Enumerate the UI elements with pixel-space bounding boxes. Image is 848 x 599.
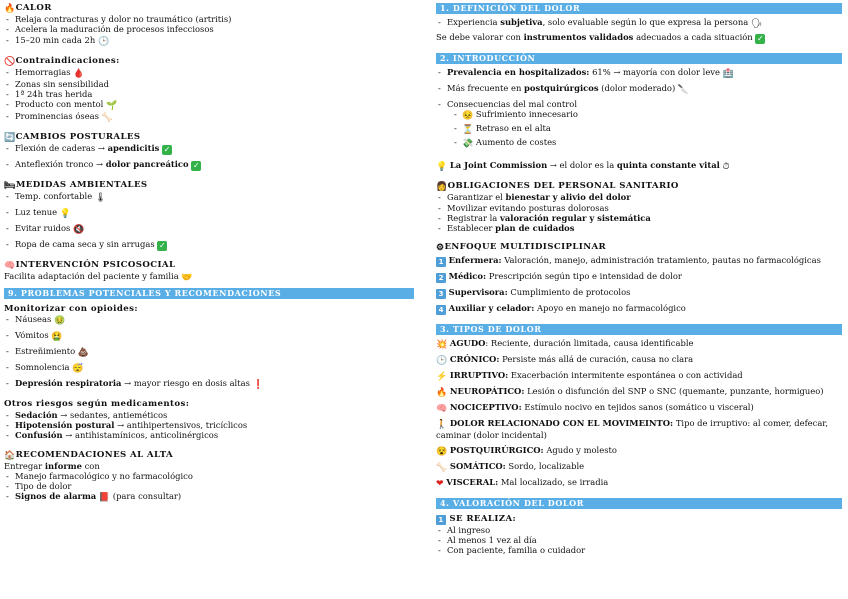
list-item: - Luz tenue 💡 [4, 207, 414, 219]
left-column [4, 3, 414, 503]
se-realiza-heading: 1 SE REALIZA: [436, 514, 842, 525]
health-worker-icon: 👩 [436, 182, 448, 193]
calor-heading: 🔥CALOR [4, 3, 52, 14]
money-icon: 💸 [462, 139, 474, 150]
sub-list-item: - 😣 Sufrimiento innecesario [436, 109, 842, 121]
list-item: - Con paciente, familia o cuidador [436, 545, 842, 555]
gear-icon: ⚙ [436, 243, 445, 254]
joint-commission-line: 💡 La Joint Commission → el dolor es la quinta constante vital ⏱ [436, 160, 730, 173]
prohibited-icon: 🚫 [4, 56, 16, 67]
role-row: 4 Auxiliar y celador: Apoyo en manejo no farmacológico [436, 303, 842, 315]
clock-icon: 🕒 [436, 356, 448, 367]
walking-icon: 🚶 [436, 420, 448, 431]
obligaciones-heading: 👩OBLIGACIONES DEL PERSONAL SANITARIO [436, 181, 679, 193]
recomendaciones-intro: Entregar informe con [4, 460, 100, 471]
section-bar-introduccion: 2. INTRODUCCIÓN [436, 53, 842, 64]
drop-icon: 🩸 [73, 68, 85, 79]
list-item: - Prominencias óseas 🦴 [4, 111, 414, 123]
heart-icon: ❤ [436, 478, 444, 489]
sleepy-face-icon: 😴 [72, 364, 84, 375]
lightbulb-icon: 💡 [436, 162, 448, 173]
pain-type-row: 😵 POSTQUIRÚRGICO: Agudo y molesto [436, 444, 617, 457]
list-item: - Zonas sin sensibilidad [4, 79, 414, 89]
pain-type-row: ❤ VISCERAL: Mal localizado, se irradia [436, 476, 609, 489]
list-item: - Estreñimiento 💩 [4, 346, 414, 358]
intervencion-psicosocial-heading: 🧠INTERVENCIÓN PSICOSOCIAL [4, 260, 176, 271]
bone-icon: 🦴 [436, 462, 448, 473]
lightning-icon: ⚡ [436, 372, 448, 383]
hourglass-icon: ⏳ [462, 125, 474, 136]
section-bar-valoracion: 4. VALORACIÓN DEL DOLOR [436, 498, 842, 509]
mute-icon: 🔇 [73, 225, 85, 235]
sub-list-item: - ⏳ Retraso en el alta [436, 123, 842, 135]
list-item: - 1ª 24h tras herida [4, 89, 414, 99]
list-item: - Más frecuente en postquirúrgicos (dolor moderado) 🔪 [436, 83, 842, 95]
list-item: - Establecer plan de cuidados [436, 223, 842, 233]
number-four-icon: 4 [436, 305, 446, 315]
number-one-icon: 1 [436, 515, 446, 525]
brain-icon: 🧠 [4, 261, 16, 271]
section-bar-tipos: 3. TIPOS DE DOLOR [436, 324, 842, 335]
seedling-icon: 🌱 [106, 101, 118, 111]
fire-icon: 🔥 [436, 388, 448, 399]
sad-face-icon: 😣 [462, 111, 474, 122]
list-item: - Flexión de caderas → apendicitis ✓ [4, 143, 414, 155]
list-item: - Registrar la valoración regular y sistemática [436, 213, 842, 223]
list-item: - Confusión → antihistamínicos, anticolinérgicos [4, 430, 414, 440]
list-item: - Prevalencia en hospitalizados: 61% → mayoría con dolor leve 🏥 [436, 67, 842, 79]
number-one-icon: 1 [436, 257, 446, 267]
section-bar-definicion: 1. DEFINICIÓN DEL DOLOR [436, 3, 842, 14]
pain-type-row: 🕒 CRÓNICO: Persiste más allá de curación, causa no clara [436, 354, 694, 367]
list-item: - Al menos 1 vez al día [436, 535, 842, 545]
refresh-icon: 🔄 [4, 133, 16, 143]
cambios-posturales-heading: 🔄CAMBIOS POSTURALES [4, 132, 141, 143]
role-row: 3 Supervisora: Cumplimiento de protocolos [436, 287, 842, 299]
list-item: - Signos de alarma 📕 (para consultar) [4, 491, 414, 503]
list-item: - Consecuencias del mal control [436, 99, 842, 109]
burst-icon: 💥 [436, 340, 448, 351]
pain-type-row: 🧠 NOCICEPTIVO: Estímulo nocivo en tejidos sanos (somático u visceral) [436, 402, 754, 415]
list-item: - Depresión respiratoria → mayor riesgo en dosis altas ❗ [4, 378, 414, 390]
vomiting-face-icon: 🤮 [51, 332, 63, 343]
monitorizar-heading: Monitorizar con opioides: [4, 304, 138, 314]
list-item: - Manejo farmacológico y no farmacológico [4, 471, 414, 481]
list-item: - Evitar ruidos 🔇 [4, 223, 414, 235]
number-two-icon: 2 [436, 273, 446, 283]
poop-icon: 💩 [77, 348, 90, 359]
stopwatch-icon: ⏱ [722, 162, 730, 173]
check-icon: ✓ [163, 145, 171, 154]
lightbulb-icon: 💡 [59, 209, 71, 219]
list-item: - Al ingreso [436, 525, 842, 535]
fire-icon: 🔥 [4, 4, 16, 14]
definicion-line: Se debe valorar con instrumentos validados adecuados a cada situación ✓ [436, 32, 764, 43]
list-item: - Temp. confortable 🌡 [4, 191, 414, 203]
check-icon: ✓ [192, 161, 200, 170]
brain-icon: 🧠 [436, 404, 448, 415]
bone-icon: 🦴 [101, 113, 113, 123]
handshake-icon: 🤝 [181, 273, 193, 283]
contraindicaciones-heading: 🚫Contraindicaciones: [4, 55, 120, 67]
speaking-head-icon: 🗣 [750, 19, 763, 29]
list-item: - Ropa de cama seca y sin arrugas ✓ [4, 239, 414, 251]
enfoque-heading: ⚙ENFOQUE MULTIDISCIPLINAR [436, 242, 607, 254]
list-item: - Sedación → sedantes, antieméticos [4, 410, 414, 420]
list-item: - Acelera la maduración de procesos infecciosos [4, 24, 414, 34]
otros-riesgos-heading: Otros riesgos según medicamentos: [4, 399, 190, 410]
right-column [436, 3, 842, 555]
check-icon: ✓ [159, 241, 166, 250]
list-item: - Experiencia subjetiva, solo evaluable según lo que expresa la persona 🗣 [436, 17, 842, 29]
pain-type-row: 🚶 DOLOR RELACIONADO CON EL MOVIMEINTO: Tipo de irruptivo: al comer, defecar, caminar (dolor incidental) [436, 418, 829, 441]
pain-type-row: 🦴 SOMÁTICO: Sordo, localizable [436, 460, 585, 473]
psicosocial-text: Facilita adaptación del paciente y familia 🤝 [4, 271, 193, 283]
pain-type-row: 💥 AGUDO: Reciente, duración limitada, causa identificable [436, 338, 694, 351]
list-item: - Producto con mentol 🌱 [4, 99, 414, 111]
sub-list-item: - 💸 Aumento de costes [436, 137, 842, 149]
hospital-icon: 🏥 [722, 69, 734, 79]
bed-icon: 🛏 [4, 181, 16, 191]
nauseated-face-icon: 🤢 [53, 316, 66, 327]
number-three-icon: 3 [436, 289, 446, 299]
recomendaciones-heading: 🏠RECOMENDACIONES AL ALTA [4, 449, 174, 461]
thermometer-icon: 🌡 [94, 193, 107, 203]
list-item: - 15–20 min cada 2h 🕒 [4, 35, 414, 47]
medidas-ambientales-heading: 🛏MEDIDAS AMBIENTALES [4, 180, 148, 191]
pain-type-row: 🔥 NEUROPÁTICO: Lesión o disfunción del SNP o SNC (quemante, punzante, hormigueo) [436, 386, 824, 399]
section-bar-problemas: 9. PROBLEMAS POTENCIALES Y RECOMENDACIONES [4, 288, 414, 299]
dizzy-face-icon: 😵 [436, 446, 448, 457]
role-row: 2 Médico: Prescripción según tipo e intensidad de dolor [436, 271, 842, 283]
check-icon: ✓ [757, 34, 764, 43]
clock-icon: 🕒 [97, 36, 110, 47]
calendar-icon: 📕 [98, 493, 111, 504]
list-item: - Hipotensión postural → antihipertensivos, tricíclicos [4, 420, 414, 430]
list-item: - Vómitos 🤮 [4, 330, 414, 342]
list-item: - Náuseas 🤢 [4, 314, 414, 326]
list-item: - Garantizar el bienestar y alivio del dolor [436, 192, 842, 202]
list-item: - Somnolencia 😴 [4, 362, 414, 374]
pain-type-row: ⚡ IRRUPTIVO: Exacerbación intermitente espontánea o con actividad [436, 370, 743, 383]
list-item: - Movilizar evitando posturas dolorosas [436, 203, 842, 213]
list-item: - Tipo de dolor [4, 481, 414, 491]
role-row: 1 Enfermera: Valoración, manejo, administración tratamiento, pautas no farmacológicas [436, 255, 842, 267]
list-item: - Hemorragias 🩸 [4, 67, 414, 79]
list-item: - Relaja contracturas y dolor no traumático (artritis) [4, 14, 414, 24]
house-icon: 🏠 [4, 450, 16, 461]
list-item: - Anteflexión tronco → dolor pancreático ✓ [4, 159, 414, 171]
scalpel-icon: 🔪 [677, 85, 690, 95]
exclamation-icon: ❗ [252, 380, 264, 391]
